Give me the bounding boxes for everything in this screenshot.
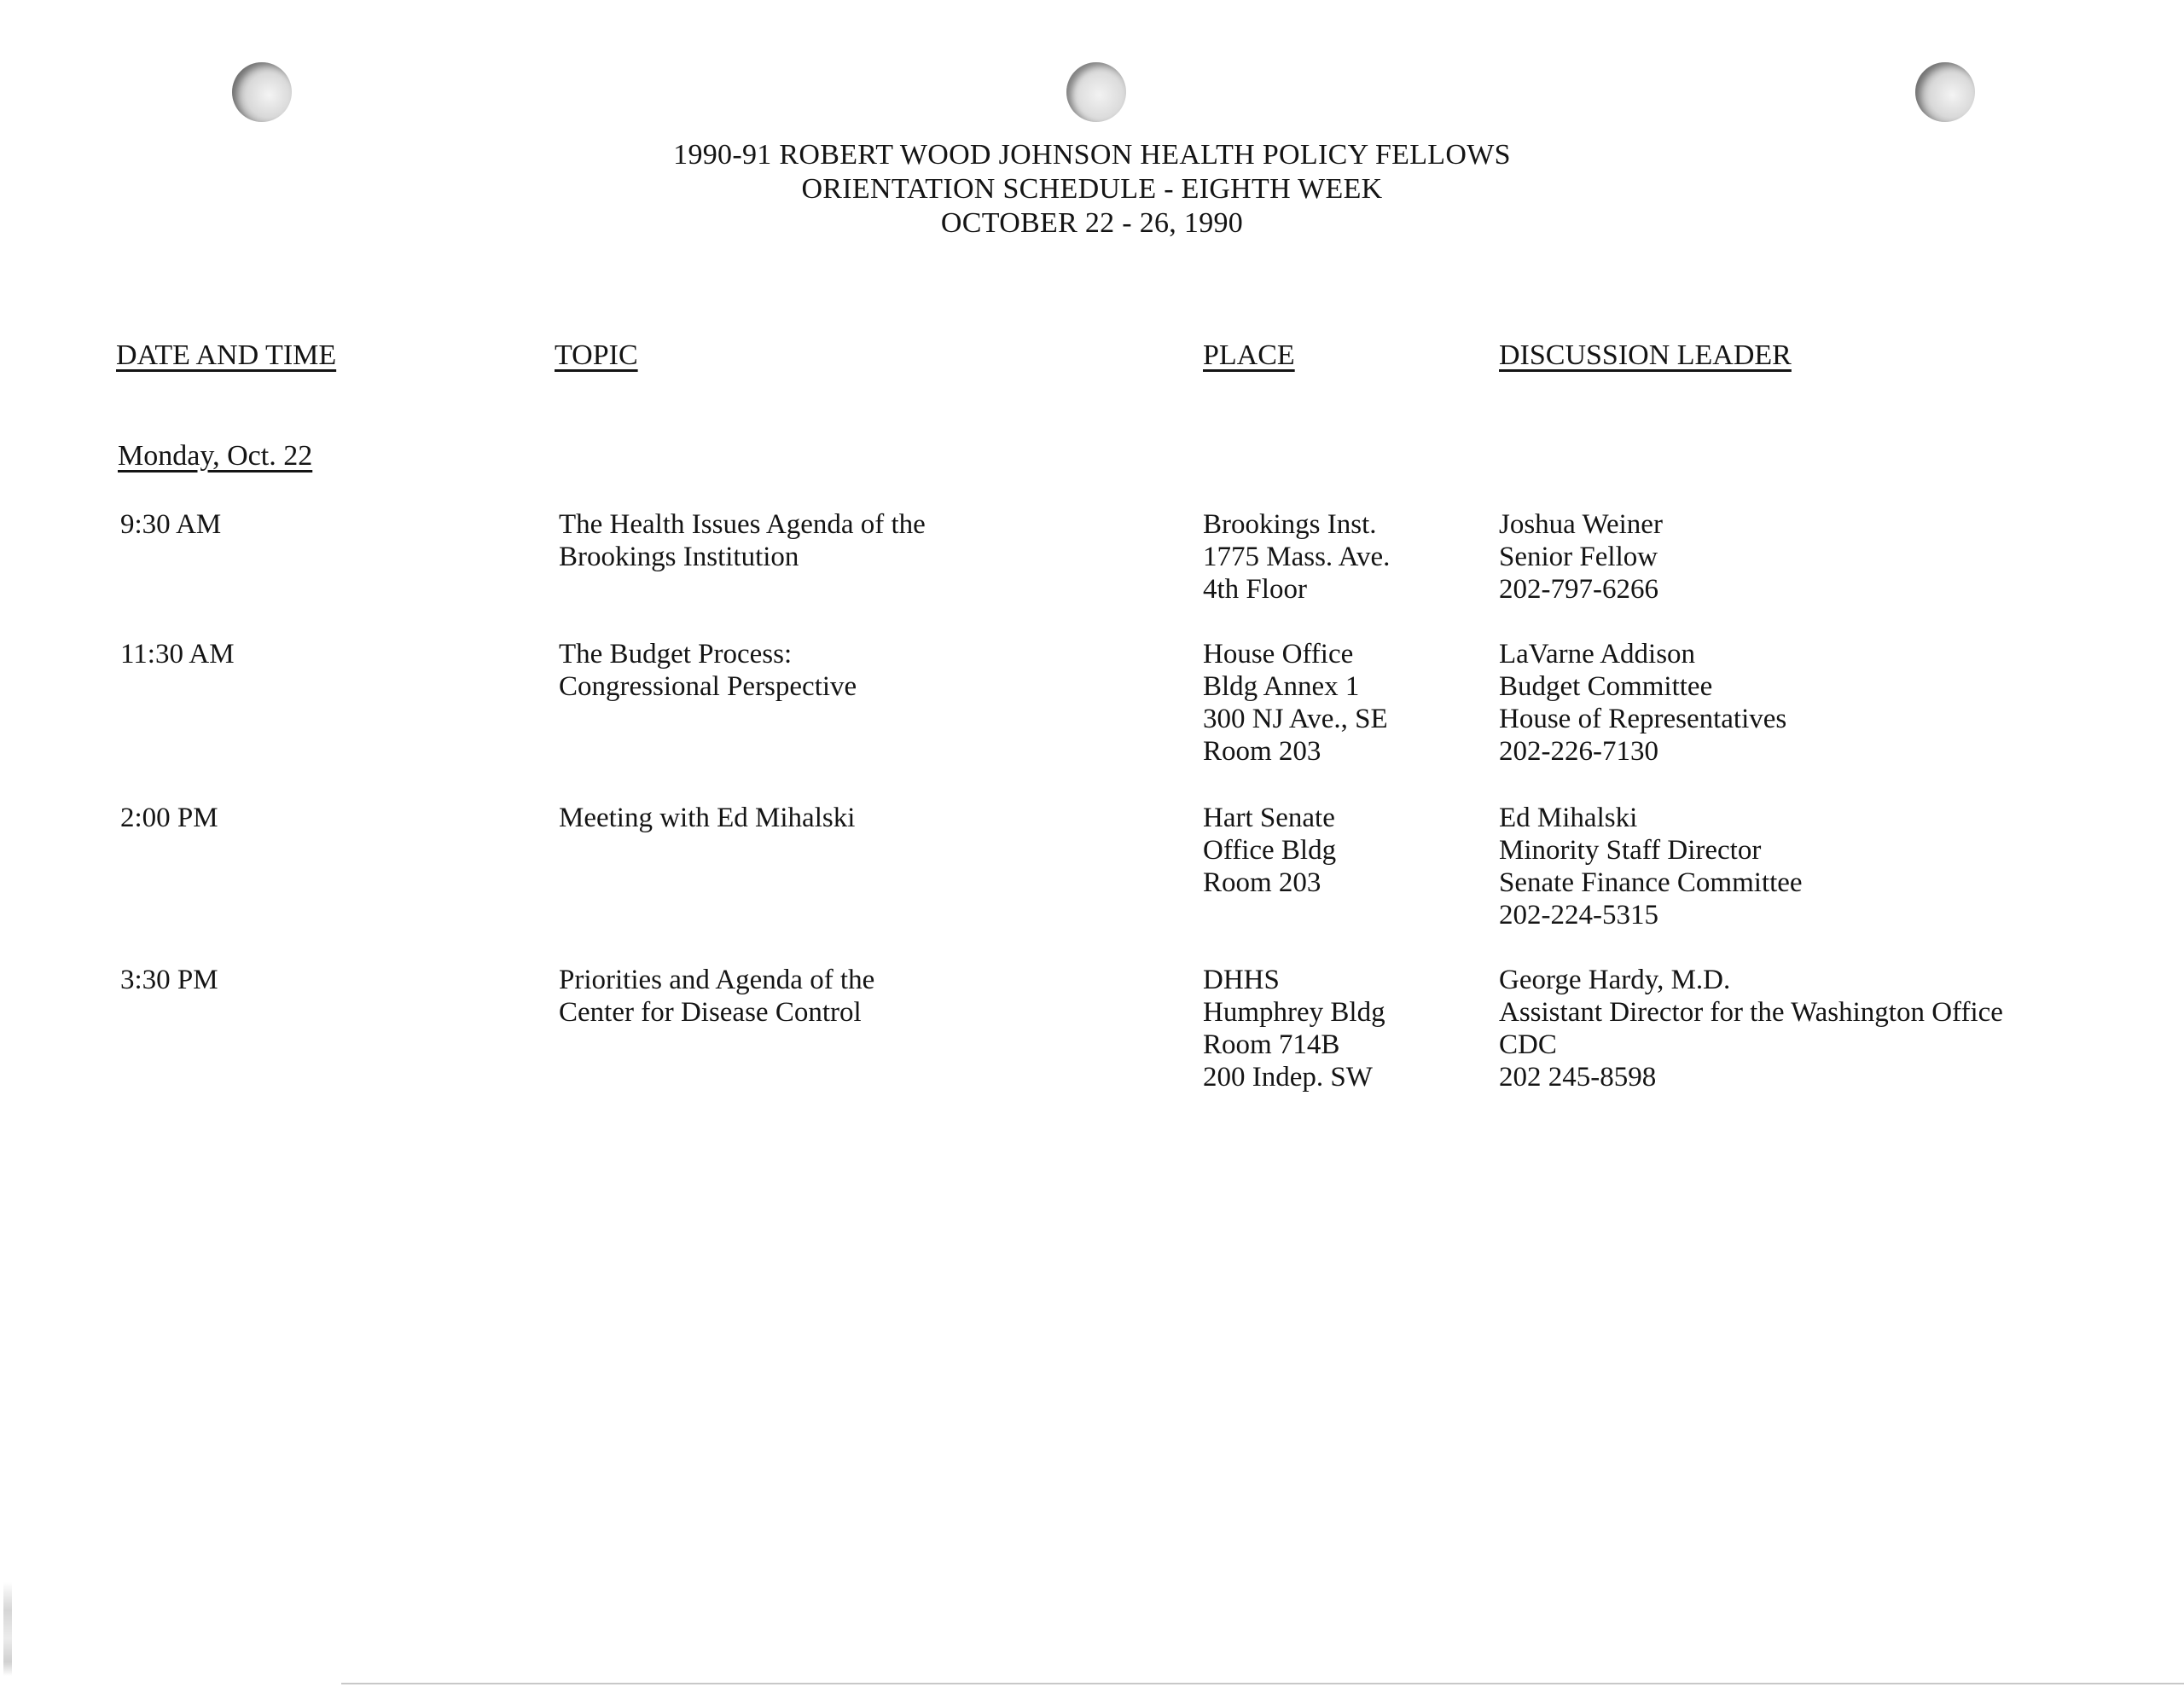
- column-header-date-time: DATE AND TIME: [116, 339, 337, 371]
- session-topic: [559, 638, 857, 703]
- session-leader: [1499, 508, 1663, 606]
- punch-hole-left: [232, 62, 292, 122]
- session-place: [1203, 638, 1388, 768]
- leader-line: 202-226-7130: [1499, 736, 1658, 767]
- leader-line: House of Representatives: [1499, 704, 1787, 734]
- leader-line: Minority Staff Director: [1499, 835, 1762, 866]
- session-place: [1203, 964, 1385, 1093]
- leader-line: Joshua Weiner: [1499, 509, 1663, 540]
- session-time: 2:00 PM: [120, 803, 218, 833]
- scan-bottom-edge: [341, 1683, 2184, 1684]
- column-header-place: PLACE: [1203, 339, 1295, 371]
- place-line: Room 714B: [1203, 1029, 1340, 1060]
- leader-line: Senior Fellow: [1499, 542, 1658, 572]
- session-leader: [1499, 964, 2003, 1093]
- topic-line: Brookings Institution: [559, 542, 799, 572]
- leader-line: Assistant Director for the Washington Office: [1499, 997, 2003, 1028]
- leader-line: CDC: [1499, 1029, 1557, 1060]
- leader-line: George Hardy, M.D.: [1499, 965, 1731, 995]
- leader-line: Senate Finance Committee: [1499, 867, 1803, 898]
- leader-line: 202-797-6266: [1499, 574, 1658, 605]
- place-line: Humphrey Bldg: [1203, 997, 1385, 1028]
- topic-line: Priorities and Agenda of the: [559, 965, 875, 995]
- session-place: [1203, 508, 1390, 606]
- session-place: [1203, 802, 1336, 899]
- session-time: 9:30 AM: [120, 509, 222, 540]
- topic-line: Congressional Perspective: [559, 671, 857, 702]
- topic-line: Center for Disease Control: [559, 997, 862, 1028]
- header-subtitle: ORIENTATION SCHEDULE - EIGHTH WEEK: [801, 173, 1383, 205]
- place-line: Office Bldg: [1203, 835, 1337, 866]
- leader-line: Ed Mihalski: [1499, 803, 1638, 833]
- place-line: DHHS: [1203, 965, 1280, 995]
- document-header: [0, 138, 2184, 241]
- session-leader: [1499, 802, 1803, 931]
- topic-line: The Budget Process:: [559, 639, 793, 670]
- column-header-discussion-leader: DISCUSSION LEADER: [1499, 339, 1792, 371]
- topic-line: The Health Issues Agenda of the: [559, 509, 926, 540]
- session-topic: [559, 802, 855, 834]
- session-time: 11:30 AM: [120, 639, 235, 670]
- day-heading: Monday, Oct. 22: [118, 440, 313, 472]
- header-dates: OCTOBER 22 - 26, 1990: [940, 207, 1244, 239]
- place-line: 300 NJ Ave., SE: [1203, 704, 1388, 734]
- punch-hole-center: [1066, 62, 1126, 122]
- session-topic: [559, 964, 874, 1029]
- punch-hole-right: [1915, 62, 1975, 122]
- leader-line: Budget Committee: [1499, 671, 1713, 702]
- header-title: 1990-91 ROBERT WOOD JOHNSON HEALTH POLICY FELLOWS: [673, 139, 1511, 171]
- place-line: Brookings Inst.: [1203, 509, 1377, 540]
- leader-line: 202 245-8598: [1499, 1062, 1657, 1093]
- place-line: Room 203: [1203, 867, 1321, 898]
- session-time: 3:30 PM: [120, 965, 218, 995]
- place-line: 200 Indep. SW: [1203, 1062, 1373, 1093]
- leader-line: 202-224-5315: [1499, 900, 1658, 930]
- leader-line: LaVarne Addison: [1499, 639, 1696, 670]
- session-topic: [559, 508, 926, 573]
- place-line: Room 203: [1203, 736, 1321, 767]
- place-line: 4th Floor: [1203, 574, 1307, 605]
- scan-left-edge-mark: [3, 1582, 12, 1676]
- place-line: House Office: [1203, 639, 1354, 670]
- column-header-topic: TOPIC: [555, 339, 638, 371]
- place-line: 1775 Mass. Ave.: [1203, 542, 1391, 572]
- place-line: Bldg Annex 1: [1203, 671, 1360, 702]
- topic-line: Meeting with Ed Mihalski: [559, 803, 856, 833]
- session-leader: [1499, 638, 1786, 768]
- place-line: Hart Senate: [1203, 803, 1335, 833]
